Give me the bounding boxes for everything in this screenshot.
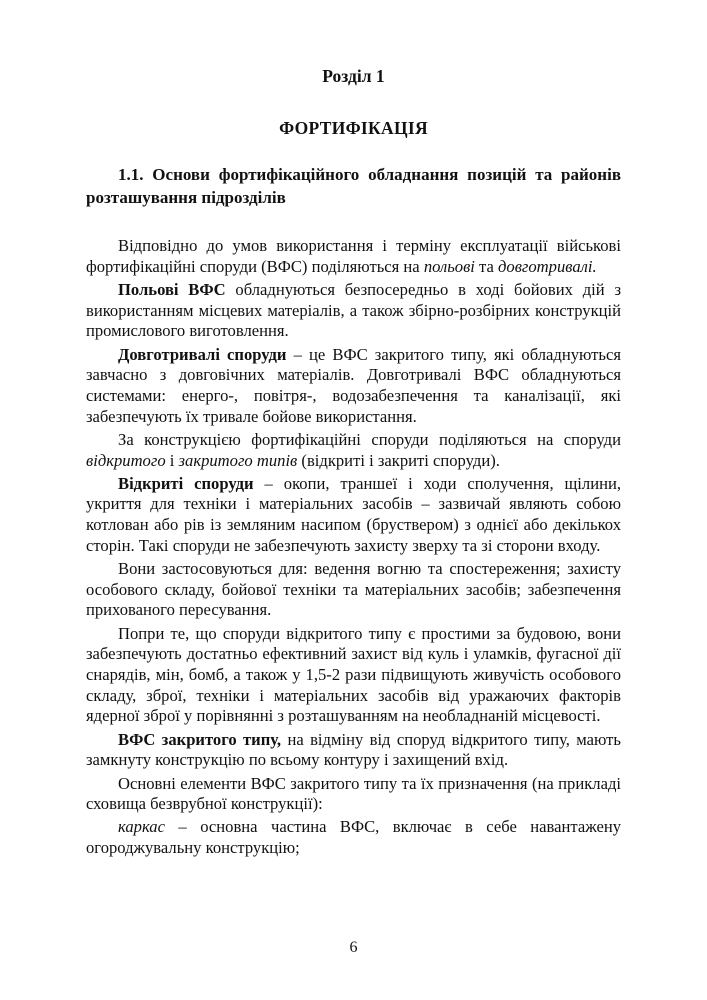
subsection-title: 1.1. Основи фортифікаційного обладнання позицій та районів розташування підрозділів	[86, 165, 621, 207]
paragraph-text: (відкриті і закриті споруди).	[297, 450, 500, 470]
paragraph-text: і	[165, 450, 179, 470]
paragraph-frame	[86, 817, 621, 858]
paragraph-text: – окопи, траншеї і ходи сполучення, щілини, укриття для техніки і матеріальних засобів – зазвичай являють собою котлован або рів із земляним насипом (бруствером) з однієї або декількох сторін. Такі споруди не забезпечують захисту зверху та зі сторони входу.	[86, 473, 621, 555]
paragraph-text: обладнуються безпосередньо в ході бойових дій з використанням місцевих матеріалів, а також збірно-розбірних конструкцій промислового виготовлення.	[86, 279, 621, 341]
paragraph-text: на відміну від споруд відкритого типу, мають замкнуту конструкцію по всьому контуру і захищений вхід.	[86, 729, 622, 770]
paragraph-text: Основні елементи ВФС закритого типу та їх призначення (на прикладі сховища безврубної конструкції):	[86, 773, 621, 814]
paragraph-main-elements	[86, 774, 621, 815]
paragraph-classification	[86, 236, 621, 277]
paragraph-closed-structures	[86, 730, 621, 771]
italic-term: каркас	[118, 817, 165, 837]
paragraph-text: Попри те, що споруди відкритого типу є простими за будовою, вони забезпечують достатньо ефективний захист від куль і уламків, фугасної дії снарядів, мін, бомб, а також у 1,5-2 рази підвищують живучість особового складу, зброї, техніки і матеріальних засобів від уражаючих факторів ядерної зброї у порівнянні з розташуванням на необладнаній місцевості.	[86, 623, 621, 726]
chapter-title: ФОРТИФІКАЦІЯ	[279, 118, 428, 138]
paragraph-text: та	[474, 256, 499, 276]
paragraph-long-term-structures	[86, 345, 621, 428]
body-text	[86, 236, 621, 859]
paragraph-protection	[86, 624, 621, 728]
paragraph-usage	[86, 559, 621, 621]
bold-term: ВФС закритого типу,	[118, 729, 282, 749]
bold-term: Відкриті споруди	[118, 473, 254, 493]
paragraph-text: – основна частина ВФС, включає в себе навантажену огороджувальну конструкцію;	[86, 817, 621, 858]
paragraph-text: – це ВФС закритого типу, які обладнуються завчасно з довговічних матеріалів. Довготривалі ВФС обладнуються системами: енерго-, повітря-, водозабезпечення та каналізації, які забезпечують їх тривале бойове використання.	[86, 344, 622, 426]
paragraph-text: Відповідно до умов використання і терміну експлуатації військові фортифікаційні споруди (ВФС) поділяються на	[86, 236, 621, 276]
document-page	[86, 66, 621, 861]
paragraph-text: Вони застосовуються для: ведення вогню та спостереження; захисту особового складу, бойової техніки та матеріальних засобів; забезпечення прихованого пересування.	[86, 559, 621, 620]
paragraph-open-structures	[86, 474, 621, 557]
paragraph-field-structures	[86, 280, 621, 342]
bold-term: Польові ВФС	[118, 279, 226, 299]
italic-term: польові	[423, 256, 475, 276]
paragraph-text: За конструкцією фортифікаційні споруди поділяються на споруди	[118, 429, 621, 449]
section-label: Розділ 1	[322, 66, 385, 86]
page-number: 6	[349, 939, 358, 956]
italic-term: відкритого	[86, 450, 166, 470]
bold-term: Довготривалі споруди	[118, 344, 287, 364]
italic-term: довготривалі.	[498, 256, 597, 276]
italic-term: закритого типів	[178, 450, 298, 470]
paragraph-construction-types	[86, 430, 621, 471]
